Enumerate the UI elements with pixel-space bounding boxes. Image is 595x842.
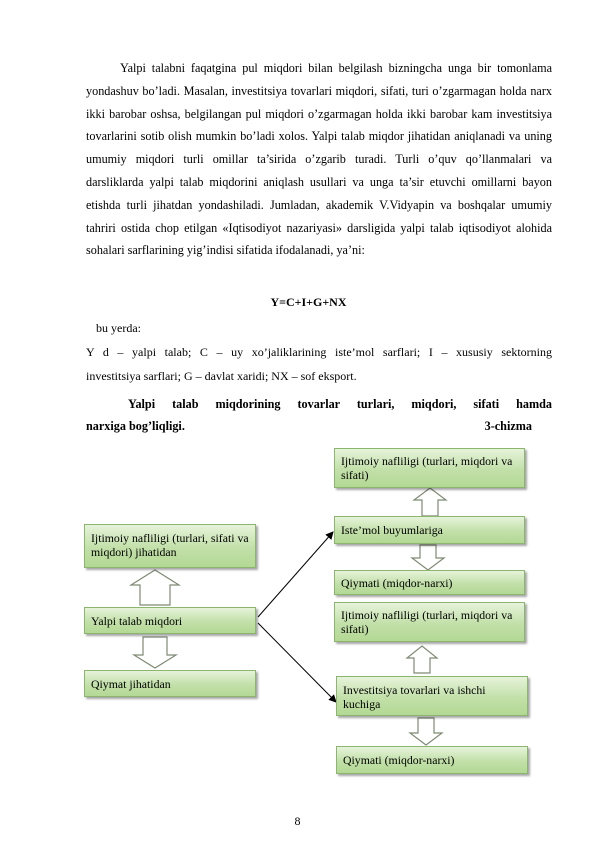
- legend-line-1: Y d – yalpi talab; C – uy xo’jaliklarining iste’mol sarflari; I – xususiy sektorning: [86, 345, 552, 359]
- heading-line-1: Yalpi talab miqdorining tovarlar turlari, miqdori, sifati hamda: [128, 397, 552, 411]
- box-consumer-goods: Iste’mol buyumlariga: [334, 516, 525, 544]
- box-social-utility-right-2: Ijtimoiy nafliligi (turlari, miqdori va sifati): [334, 602, 525, 642]
- arrow-to-investment-goods: [258, 623, 336, 702]
- box-value-aspect: Qiymat jihatidan: [84, 670, 256, 697]
- formula: Y=C+I+G+NX: [270, 295, 347, 309]
- box-value-2: Qiymati (miqdor-narxi): [336, 746, 528, 774]
- up-arrow-right-bottom: [407, 646, 437, 673]
- box-social-utility-left: Ijtimoiy nafliligi (turlari, sifati va miqdori) jihatidan: [84, 524, 256, 568]
- box-social-utility-right-1: Ijtimoiy nafliligi (turlari, miqdori va sifati): [334, 448, 525, 488]
- down-arrow-right-bottom: [410, 718, 442, 745]
- section-heading: [86, 393, 552, 437]
- legend-line-2: investitsiya sarflari; G – davlat xaridi; NX – sof eksport.: [86, 369, 357, 383]
- where-label: bu yerda:: [96, 321, 141, 335]
- heading-line-2-row: [86, 415, 552, 437]
- down-arrow-right-top: [412, 545, 444, 570]
- down-arrow-left: [134, 637, 176, 668]
- body-paragraph: Yalpi talabni faqatgina pul miqdori bilan belgilash bizningcha unga bir tomonlama yondashuv bo’ladi. Masalan, investitsiya tovarlari miqdori, sifati, turi o’zgarmagan holda narx ikki barobar oshsa, belgilangan pul miqdori o’zgarmagan holda ikki barobar kam investitsiya tovarlarini sotib olish mumkin bo’ladi xolos. Yalpi talab miqdor jihatidan aniqlanadi va uning umumiy miqdori turli omillar ta’sirida o’zgarib turadi. Turli o’quv qo’llanmalari va darsliklarda yalpi talab miqdorini aniqlash usullari va unga ta’sir etuvchi omillarni bayon etishda turli jihatdan yondashiladi. Jumladan, akademik V.Vidyapin va boshqalar umumiy tahriri ostida chop etilgan «Iqtisodiyot nazariyasi» darsligida yalpi talab iqtisodiyot alohida sohalari sarflarining yig’indisi sifatida ifodalanadi, ya’ni:: [86, 61, 552, 258]
- box-value-1: Qiymati (miqdor-narxi): [334, 570, 525, 595]
- page-number: 8: [294, 814, 301, 828]
- box-aggregate-demand: Yalpi talab miqdori: [84, 607, 256, 634]
- box-investment-goods: Investitsiya tovarlari va ishchi kuchiga: [336, 676, 528, 716]
- arrow-to-consumer-goods: [258, 532, 333, 617]
- chart-label: 3-chizma: [484, 419, 532, 433]
- up-arrow-right-top: [414, 488, 446, 516]
- up-arrow-left: [131, 570, 179, 605]
- heading-line-2: narxiga bog’liqligi.: [86, 419, 185, 433]
